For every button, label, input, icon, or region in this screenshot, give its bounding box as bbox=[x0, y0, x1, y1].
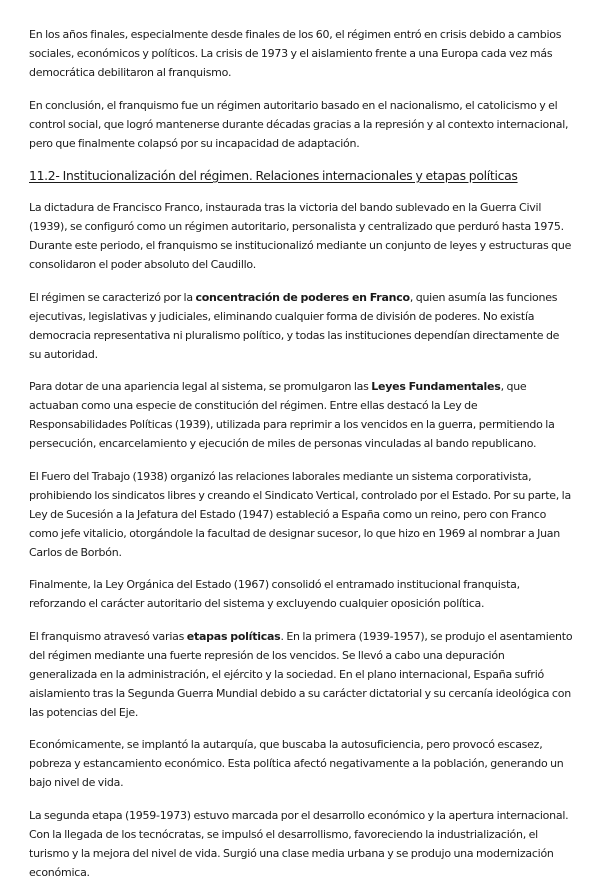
section-heading: 11.2- Institucionalización del régimen. Relaciones internacionales y etapas políticas bbox=[29, 168, 518, 183]
bold-term: Leyes Fundamentales bbox=[371, 380, 501, 393]
paragraph-concentracion-poderes bbox=[29, 288, 573, 364]
paragraph-conclusion: En conclusión, el franquismo fue un régimen autoritario basado en el nacionalismo, el catolicismo y el control social, que logró mantenerse durante décadas gracias a la represión y al contexto internacional, pero que finalmente colapsó por su incapacidad de adaptación. bbox=[29, 98, 569, 150]
text-run: El franquismo atravesó varias bbox=[29, 629, 187, 643]
text-run: Para dotar de una apariencia legal al sistema, se promulgaron las bbox=[29, 380, 372, 393]
paragraph-etapas-politicas bbox=[29, 627, 573, 722]
bold-term: etapas políticas bbox=[186, 629, 281, 643]
text-run: . En la primera (1939-1957), se produjo el asentamiento del régimen mediante una fuerte represión de los vencidos. Se llevó a cabo una depuración generalizada en la administración, el ejército y la sociedad. En el plano internacional, España sufrió aislamiento tras la Segunda Guerra Mundial debido a su carácter dictatorial y su cercanía ideológica con las potencias del Eje. bbox=[29, 629, 573, 719]
document-page bbox=[29, 25, 573, 895]
paragraph-fuero-trabajo: El Fuero del Trabajo (1938) organizó las relaciones laborales mediante un sistema corporativista, prohibiendo los sindicatos libres y creando el Sindicato Vertical, controlado por el Estado. Por su parte, la Ley de Sucesión a la Jefatura del Estado (1947) estableció a España como un reino, pero con Franco como jefe vitalicio, otorgándole la facultad de designar sucesor, lo que hizo en 1969 al nombrar a Juan Carlos de Borbón. bbox=[29, 469, 571, 559]
text-run: , quien asumía las funciones ejecutivas, legislativas y judiciales, eliminando cualquier forma de división de poderes. No existía democracia representativa ni pluralismo político, y todas las instituciones dependían directamente de su autoridad. bbox=[29, 290, 560, 361]
paragraph-crisis-final: En los años finales, especialmente desde finales de los 60, el régimen entró en crisis debido a cambios sociales, económicos y políticos. La crisis de 1973 y el aislamiento frente a una Europa cada vez más democrática debilitaron al franquismo. bbox=[29, 28, 562, 79]
paragraph-leyes-fundamentales bbox=[29, 377, 573, 453]
text-run: , que actuaban como una especie de constitución del régimen. Entre ellas destacó la Ley de Responsabilidades Políticas (1939), utilizada para reprimir a los vencidos en la guerra, permitiendo la persecución, encarcelamiento y ejecución de miles de personas vinculadas al bando republicano. bbox=[29, 380, 555, 450]
paragraph-ley-organica: Finalmente, la Ley Orgánica del Estado (1967) consolidó el entramado institucional franquista, reforzando el carácter autoritario del sistema y excluyendo cualquier oposición política. bbox=[29, 578, 520, 610]
text-run: El régimen se caracterizó por la bbox=[29, 290, 196, 304]
bold-term: concentración de poderes en Franco bbox=[195, 290, 410, 304]
paragraph-autarquia: Económicamente, se implantó la autarquía, que buscaba la autosuficiencia, pero provocó escasez, pobreza y estancamiento económico. Esta política afectó negativamente a la población, generando un bajo nivel de vida. bbox=[29, 738, 564, 789]
paragraph-segunda-etapa: La segunda etapa (1959-1973) estuvo marcada por el desarrollo económico y la apertura internacional. Con la llegada de los tecnócratas, se impulsó el desarrollismo, favoreciendo la industrialización, el turismo y la mejora del nivel de vida. Surgió una clase media urbana y se produjo una modernización económica. bbox=[29, 808, 569, 879]
paragraph-dictadura: La dictadura de Francisco Franco, instaurada tras la victoria del bando sublevado en la Guerra Civil (1939), se configuró como un régimen autoritario, personalista y centralizado que perduró hasta 1975. Durante este periodo, el franquismo se institucionalizó mediante un conjunto de leyes y estructuras que consolidaron el poder absoluto del Caudillo. bbox=[29, 201, 572, 271]
